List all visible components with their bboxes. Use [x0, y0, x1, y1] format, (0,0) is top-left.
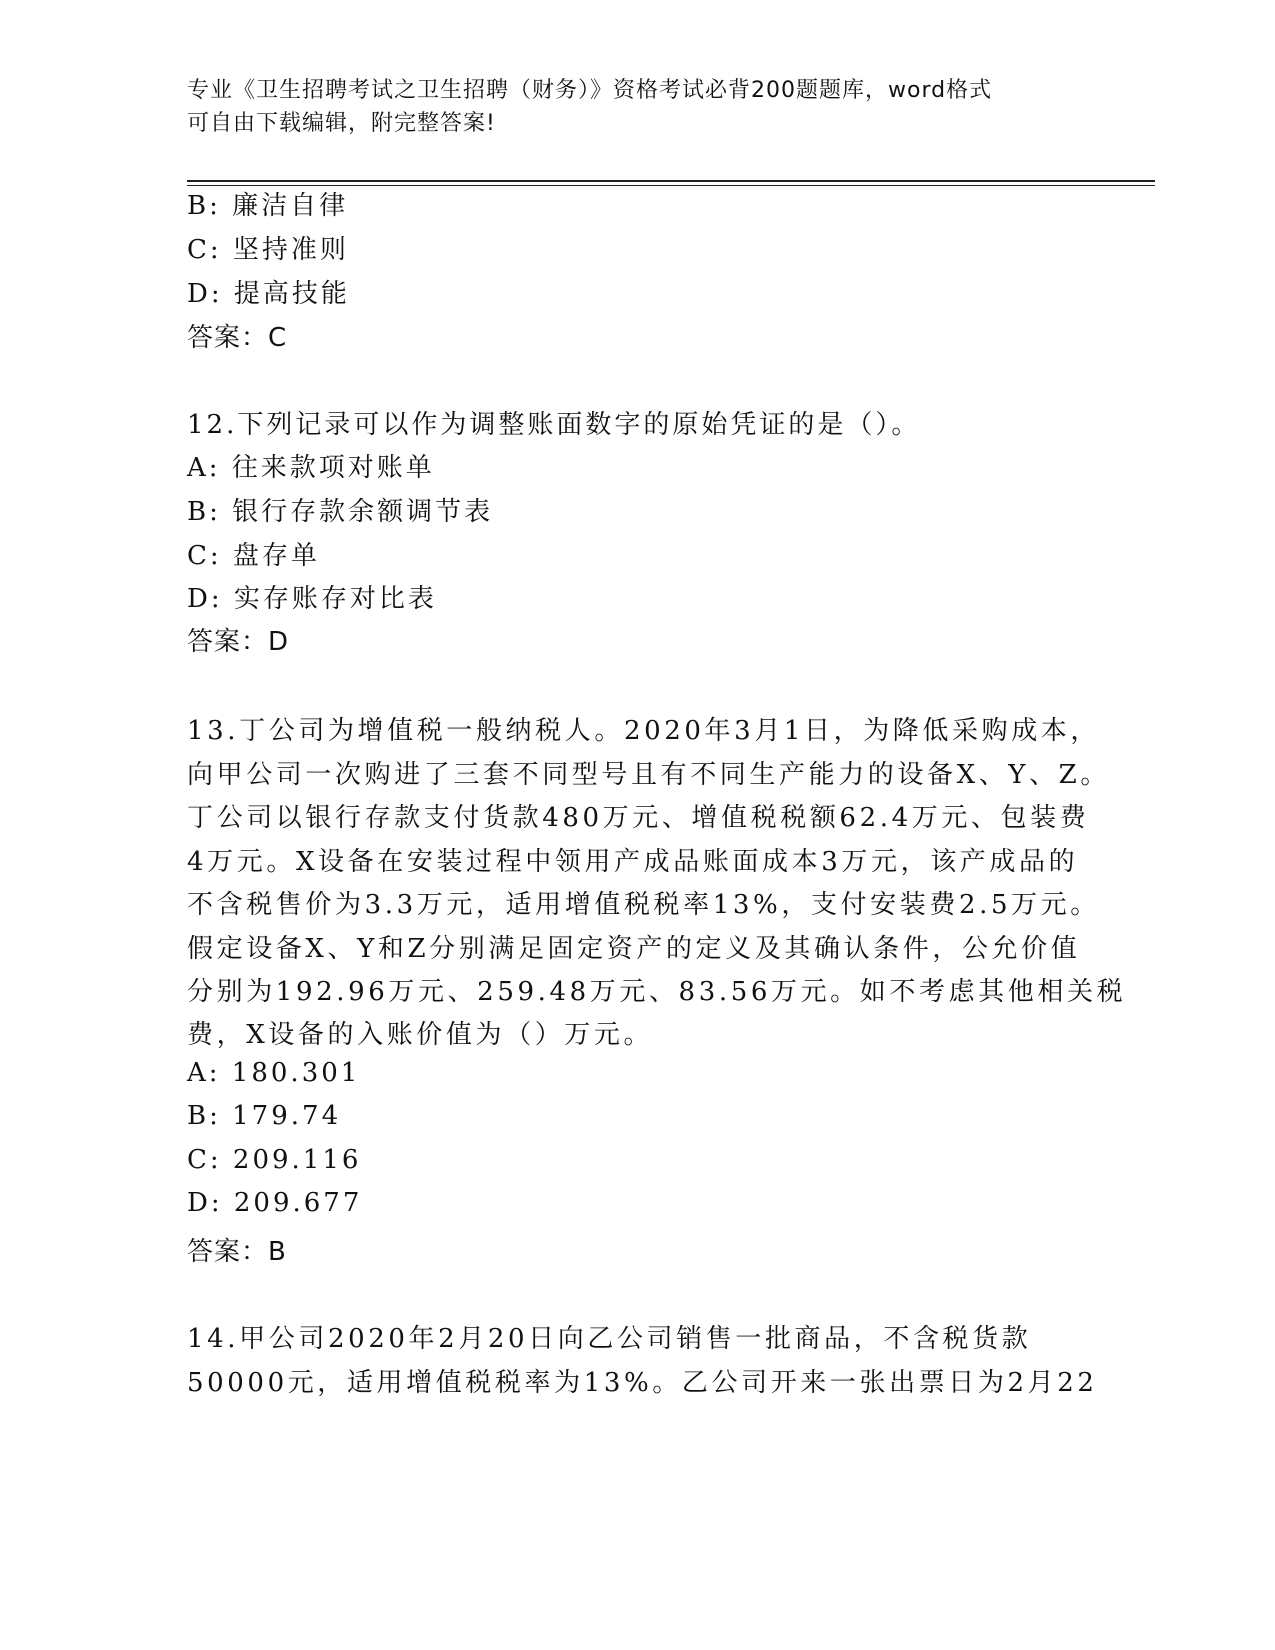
- q11-option-d: D: 提高技能: [187, 279, 350, 309]
- q13-stem-line-4: 4万元。X设备在安装过程中领用产成品账面成本3万元，该产成品的: [187, 847, 1079, 877]
- q12-answer: 答案：D: [187, 627, 290, 657]
- header-line-1: 专业《卫生招聘考试之卫生招聘（财务）》资格考试必背200题题库，word格式: [187, 78, 993, 103]
- q11-option-c: C: 坚持准则: [187, 235, 349, 265]
- q13-option-d: D: 209.677: [187, 1188, 363, 1218]
- q12-option-a: A: 往来款项对账单: [187, 453, 435, 483]
- q13-stem-line-3: 丁公司以银行存款支付货款480万元、增值税税额62.4万元、包装费: [187, 803, 1090, 833]
- q13-option-a: A: 180.301: [187, 1058, 361, 1088]
- header-divider-thick: [187, 180, 1155, 182]
- q13-stem-line-2: 向甲公司一次购进了三套不同型号且有不同生产能力的设备X、Y、Z。: [187, 760, 1110, 790]
- q12-option-b: B: 银行存款余额调节表: [187, 497, 494, 527]
- q12-option-c: C: 盘存单: [187, 541, 320, 571]
- q12-option-d: D: 实存账存对比表: [187, 584, 437, 614]
- q14-stem-line-2: 50000元，适用增值税税率为13%。乙公司开来一张出票日为2月22: [187, 1368, 1098, 1398]
- q11-answer: 答案：C: [187, 323, 288, 353]
- q13-stem-line-6: 假定设备X、Y和Z分别满足固定资产的定义及其确认条件，公允价值: [187, 934, 1081, 964]
- q13-answer: 答案：B: [187, 1237, 287, 1267]
- q13-stem-line-8: 费，X设备的入账价值为（）万元。: [187, 1020, 654, 1050]
- q12-stem: 12.下列记录可以作为调整账面数字的原始凭证的是（）。: [187, 410, 921, 440]
- q14-stem-line-1: 14.甲公司2020年2月20日向乙公司销售一批商品，不含税货款: [187, 1324, 1032, 1354]
- q13-stem-line-5: 不含税售价为3.3万元，适用增值税税率13%，支付安装费2.5万元。: [187, 890, 1100, 920]
- document-header: [187, 74, 1087, 140]
- header-line-2: 可自由下载编辑，附完整答案!: [187, 111, 496, 136]
- q13-stem-line-7: 分别为192.96万元、259.48万元、83.56万元。如不考虑其他相关税: [187, 977, 1127, 1007]
- q13-option-c: C: 209.116: [187, 1145, 362, 1175]
- q11-option-b: B: 廉洁自律: [187, 191, 349, 221]
- q13-stem-line-1: 13.丁公司为增值税一般纳税人。2020年3月1日，为降低采购成本，: [187, 716, 1101, 746]
- q13-option-b: B: 179.74: [187, 1101, 342, 1131]
